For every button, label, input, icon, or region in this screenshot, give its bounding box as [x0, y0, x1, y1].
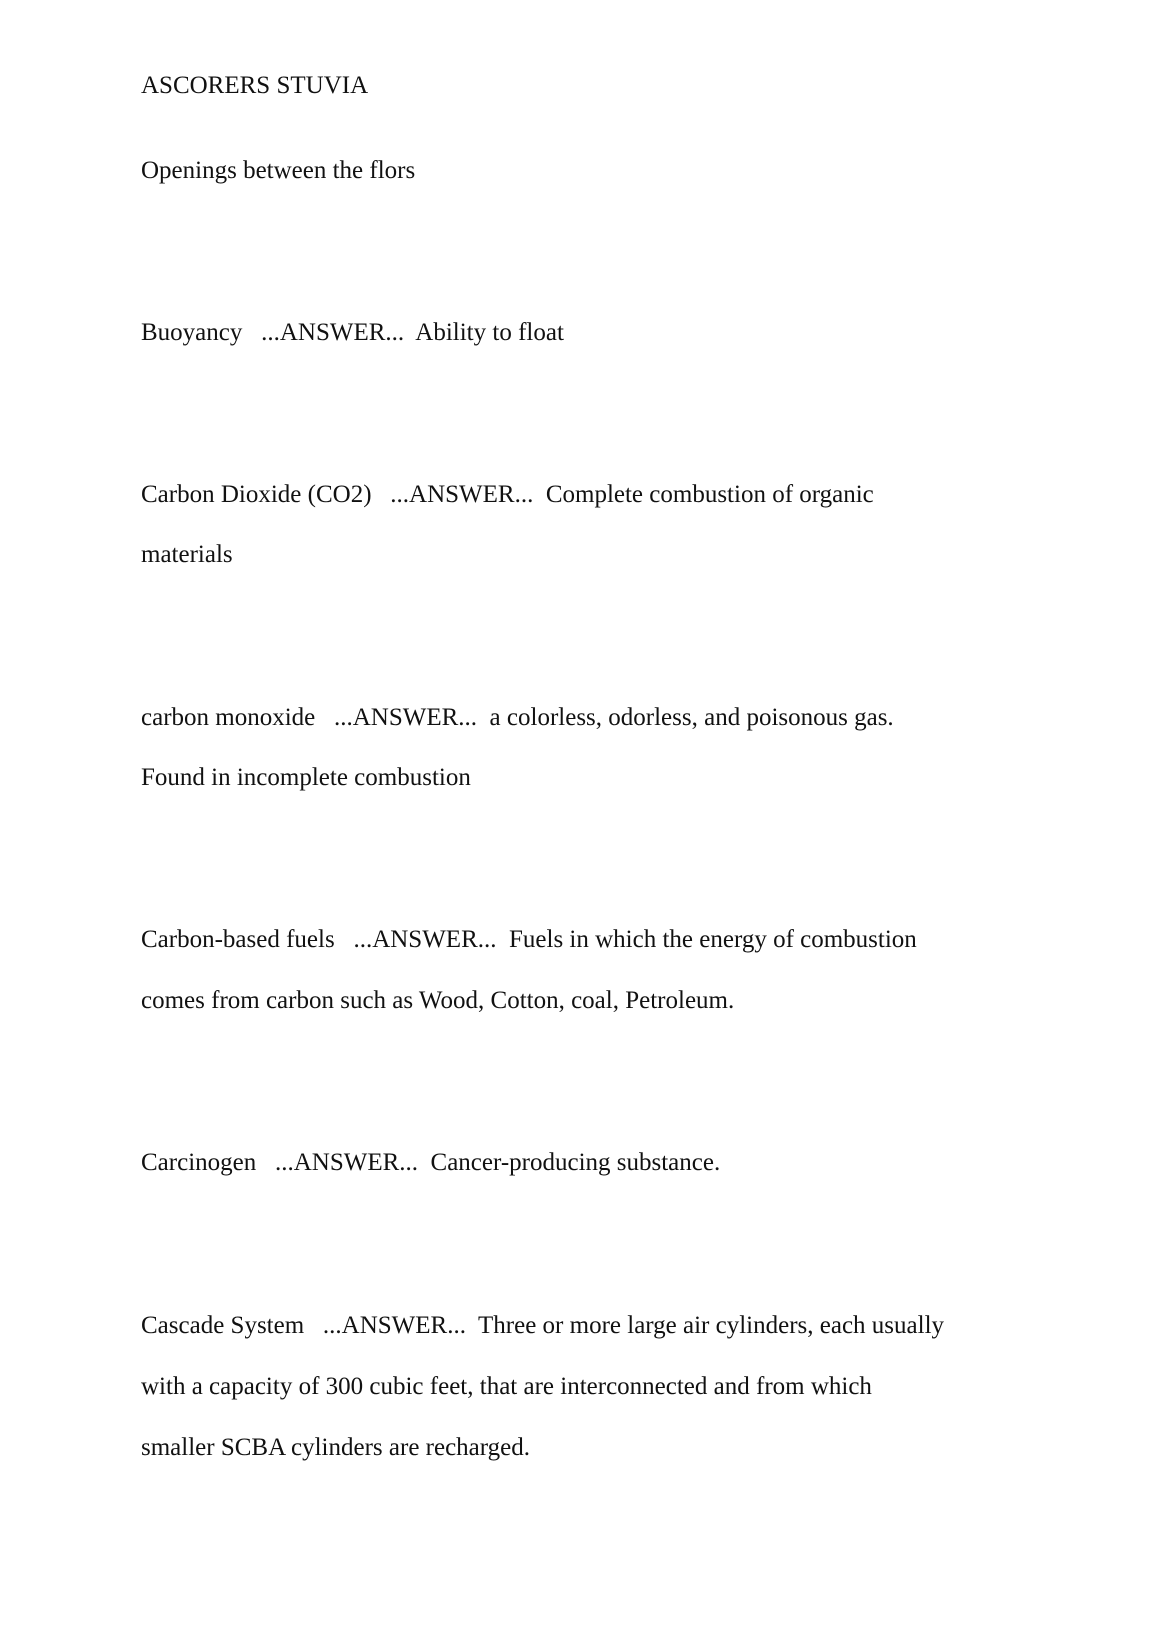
intro-text: Openings between the flors — [141, 157, 416, 184]
entry-line: Buoyancy ...ANSWER... Ability to float — [141, 319, 564, 346]
entry-line: carbon monoxide ...ANSWER... a colorless, odorless, and poisonous gas. — [141, 704, 894, 731]
document-header: ASCORERS STUVIA — [141, 72, 369, 99]
entry-line: Carcinogen ...ANSWER... Cancer-producing substance. — [141, 1149, 721, 1176]
entry-line: smaller SCBA cylinders are recharged. — [141, 1434, 531, 1461]
entry-line: Cascade System ...ANSWER... Three or more large air cylinders, each usually — [141, 1312, 945, 1339]
entry-line: with a capacity of 300 cubic feet, that are interconnected and from which — [141, 1373, 872, 1400]
entry-line: Carbon Dioxide (CO2) ...ANSWER... Complete combustion of organic — [141, 481, 874, 508]
entry-line: Found in incomplete combustion — [141, 764, 471, 791]
entry-line: materials — [141, 541, 233, 568]
entry-line: Carbon-based fuels ...ANSWER... Fuels in which the energy of combustion — [141, 926, 917, 953]
entry-line: comes from carbon such as Wood, Cotton, coal, Petroleum. — [141, 987, 735, 1014]
